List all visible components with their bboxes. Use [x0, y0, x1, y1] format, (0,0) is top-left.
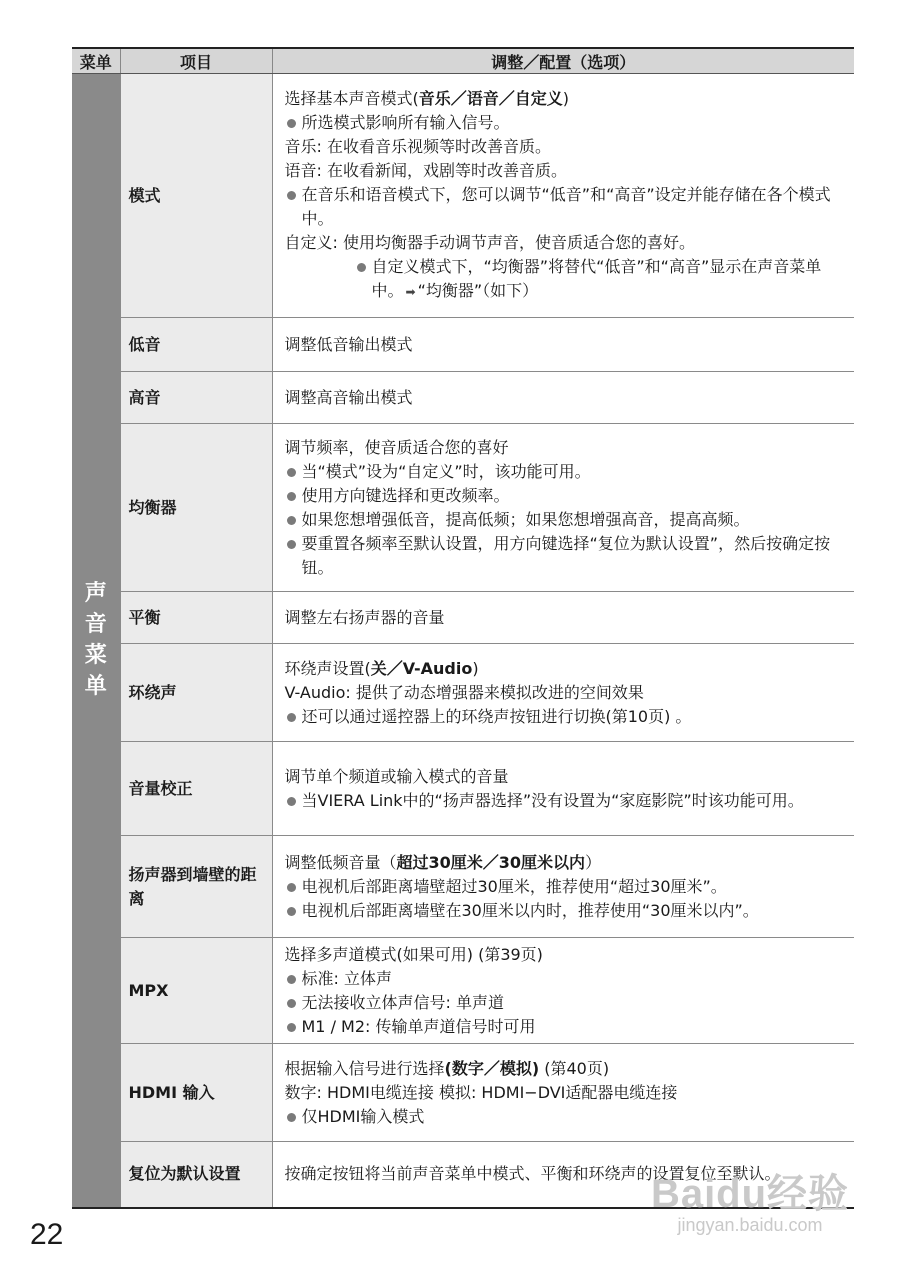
item-label: HDMI 输入: [128, 1082, 215, 1102]
table-row: [72, 742, 854, 836]
bullet-text: 无法接收立体声信号: 单声道: [301, 992, 504, 1012]
description-cell: [272, 644, 854, 742]
bullet-dot-icon: [287, 999, 296, 1008]
bullet-line: [285, 255, 845, 304]
description-cell: [272, 938, 854, 1044]
bullet-dot-icon: [287, 468, 296, 477]
table-row: [72, 836, 854, 938]
description-cell: [272, 742, 854, 836]
option-intro: 根据输入信号进行选择: [284, 1058, 445, 1078]
bullet-line: [285, 1105, 845, 1129]
item-cell: [120, 644, 272, 742]
option-values: 音乐／语音／自定义: [418, 89, 563, 108]
description-cell: [272, 74, 854, 318]
text-line: 音乐: 在收看音乐视频等时改善音质。: [284, 137, 551, 156]
bullet-dot-icon: [287, 492, 296, 501]
option-values: 超过30厘米／30厘米以内: [396, 852, 586, 872]
baidu-watermark: [640, 1162, 860, 1262]
item-cell: [120, 424, 272, 592]
watermark-url: jingyan.baidu.com: [677, 1215, 823, 1235]
bullet-dot-icon: [287, 713, 296, 722]
table-row: [72, 74, 854, 318]
bullet-text: 所选模式影响所有输入信号。: [301, 113, 510, 132]
item-label: 高音: [128, 387, 161, 407]
header-menu: 菜单: [72, 48, 120, 74]
bullet-dot-icon: [287, 1023, 296, 1032]
table-row: [72, 592, 854, 644]
item-cell: [120, 592, 272, 644]
description-cell: [272, 372, 854, 424]
bullet-text-main: 自定义模式下，“均衡器”将替代“低音”和“高音”显示在声音菜单中。: [371, 257, 822, 300]
bullet-text: 在音乐和语音模式下，您可以调节“低音”和“高音”设定并能存储在各个模式中。: [301, 185, 831, 228]
item-label: 低音: [128, 334, 161, 354]
bullet-dot-icon: [287, 797, 296, 806]
bullet-line: [285, 705, 845, 729]
item-label: 平衡: [128, 607, 161, 627]
table-body: [72, 74, 854, 1208]
menu-name: 声音菜单: [84, 581, 107, 700]
bullet-dot-icon: [287, 907, 296, 916]
description-cell: [272, 1044, 854, 1142]
text-line: 调节单个频道或输入模式的音量: [284, 766, 509, 786]
text-line: 选择多声道模式(如果可用) (第39页): [284, 944, 543, 964]
table-header-row: [72, 48, 854, 74]
option-values: (数字／模拟): [444, 1058, 540, 1078]
option-line: [285, 851, 845, 875]
bullet-text: 要重置各频率至默认设置，用方向键选择“复位为默认设置”，然后按确定按钮。: [301, 533, 831, 577]
bullet-dot-icon: [287, 516, 296, 525]
bullet-text: 标准: 立体声: [301, 968, 392, 988]
bullet-dot-icon: [287, 1113, 296, 1122]
item-label: 扬声器到墙壁的距离: [128, 864, 257, 908]
bullet-line: [285, 875, 845, 899]
bullet-line: [285, 484, 845, 508]
bullet-dot-icon: [287, 975, 296, 984]
item-label: 均衡器: [128, 497, 177, 517]
bullet-dot-icon: [287, 540, 296, 549]
text-line: 自定义: 使用均衡器手动调节声音，使音质适合您的喜好。: [284, 233, 695, 252]
bullet-text: 当VIERA Link中的“扬声器选择”没有设置为“家庭影院”时该功能可用。: [301, 790, 804, 810]
text-line: 调整高音输出模式: [284, 387, 413, 407]
bullet-line: [285, 183, 845, 231]
header-item: 项目: [120, 48, 272, 74]
text-line: 调节频率，使音质适合您的喜好: [284, 437, 509, 457]
table-row: [72, 938, 854, 1044]
bullet-text: 电视机后部距离墙壁超过30厘米，推荐使用“超过30厘米”。: [301, 876, 727, 896]
option-intro: 调整低频音量（: [284, 852, 397, 872]
item-cell: [120, 74, 272, 318]
text-line: V-Audio: 提供了动态增强器来模拟改进的空间效果: [284, 682, 644, 702]
bullet-dot-icon: [357, 263, 366, 272]
option-values: 关／V-Audio: [370, 658, 473, 678]
header-adjust: 调整／配置（选项）: [272, 48, 854, 74]
option-line: [285, 657, 845, 681]
option-line: [285, 1057, 845, 1081]
bullet-line: [285, 460, 845, 484]
item-label: 音量校正: [128, 778, 193, 798]
table-row: [72, 318, 854, 372]
bullet-text: 当“模式”设为“自定义”时，该功能可用。: [301, 461, 591, 481]
text-line: 数字: HDMI电缆连接 模拟: HDMI−DVI适配器电缆连接: [284, 1082, 678, 1102]
watermark-logo: Baidu经验: [650, 1172, 850, 1216]
item-cell: [120, 1142, 272, 1208]
description-cell: [272, 424, 854, 592]
item-label: 复位为默认设置: [128, 1164, 241, 1184]
item-label: MPX: [128, 980, 169, 1000]
text-line: 调整低音输出模式: [284, 334, 413, 354]
option-outro: (第40页): [539, 1058, 610, 1078]
option-intro: 选择基本声音模式(: [284, 89, 419, 108]
bullet-line: [285, 967, 845, 991]
bullet-text: 使用方向键选择和更改频率。: [301, 485, 510, 505]
bullet-dot-icon: [287, 119, 296, 128]
text-line: 调整左右扬声器的音量: [284, 607, 445, 627]
item-label: 环绕声: [128, 682, 177, 702]
bullet-line: [285, 899, 845, 923]
sound-menu-table: [72, 47, 854, 1209]
item-cell: [120, 938, 272, 1044]
table-row: [72, 372, 854, 424]
reference-text: “均衡器”（如下）: [417, 281, 539, 300]
item-cell: [120, 836, 272, 938]
bullet-line: [285, 1015, 845, 1039]
bullet-text: [372, 255, 845, 304]
bullet-line: [285, 532, 845, 580]
option-intro: 环绕声设置(: [284, 658, 371, 678]
text-line: 按确定按钮将当前声音菜单中模式、平衡和环绕声的设置复位至默认。: [284, 1164, 781, 1184]
bullet-text: 还可以通过遥控器上的环绕声按钮进行切换(第10页) 。: [301, 706, 692, 726]
option-outro: ）: [585, 852, 602, 872]
description-cell: [272, 318, 854, 372]
item-cell: [120, 1044, 272, 1142]
bullet-line: [285, 991, 845, 1015]
bullet-dot-icon: [287, 883, 296, 892]
option-outro: ): [562, 89, 570, 108]
bullet-line: [285, 789, 845, 813]
description-cell: [272, 592, 854, 644]
option-line: [285, 87, 845, 111]
bullet-line: [285, 111, 845, 135]
item-cell: [120, 742, 272, 836]
arrow-icon: ➡: [405, 285, 416, 299]
table-row: [72, 1044, 854, 1142]
item-label: 模式: [128, 185, 161, 205]
bullet-text: 电视机后部距离墙壁在30厘米以内时，推荐使用“30厘米以内”。: [301, 900, 759, 920]
bullet-line: [285, 508, 845, 532]
item-cell: [120, 372, 272, 424]
table-row: [72, 424, 854, 592]
bullet-text: 如果您想增强低音，提高低频；如果您想增强高音，提高高频。: [301, 509, 750, 529]
item-cell: [120, 318, 272, 372]
page-number: 22: [30, 1218, 64, 1251]
table-row: [72, 644, 854, 742]
description-cell: [272, 836, 854, 938]
bullet-text: M1 / M2: 传输单声道信号时可用: [301, 1016, 536, 1036]
text-line: 语音: 在收看新闻，戏剧等时改善音质。: [284, 161, 567, 180]
bullet-dot-icon: [287, 191, 296, 200]
menu-name-cell: [72, 74, 120, 1208]
bullet-text: 仅HDMI输入模式: [301, 1106, 425, 1126]
option-outro: ): [472, 658, 479, 678]
